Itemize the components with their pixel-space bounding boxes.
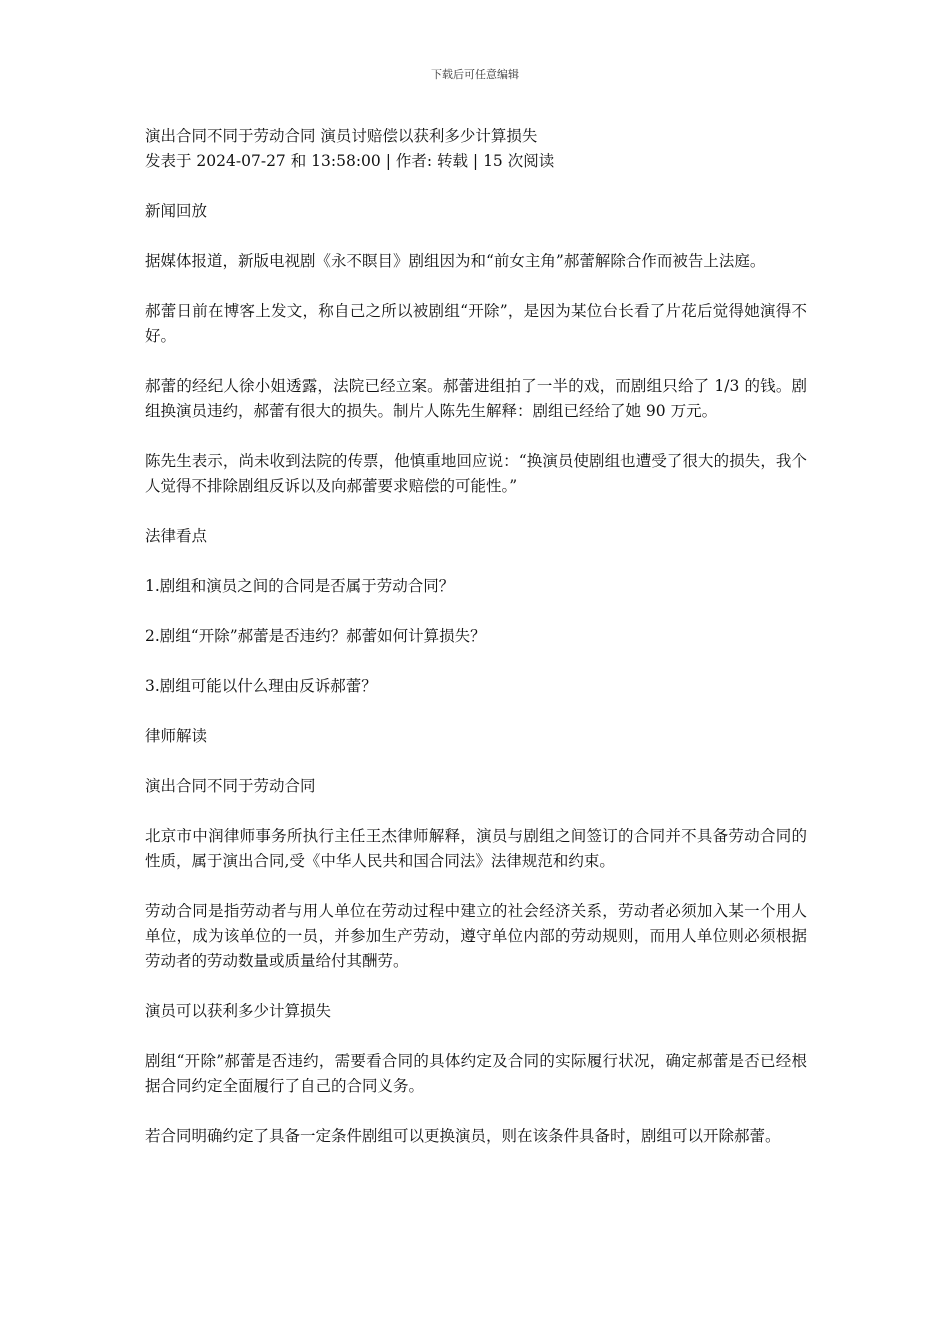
question-item: 1.剧组和演员之间的合同是否属于劳动合同？: [145, 577, 455, 595]
subheading-contract: 演出合同不同于劳动合同: [145, 777, 316, 795]
header-note: 下载后可任意编辑: [431, 68, 519, 81]
paragraph: 郝蕾日前在博客上发文，称自己之所以被剧组“开除”，是因为某位台长看了片花后觉得她演得不好。: [145, 302, 807, 345]
article-title: 演出合同不同于劳动合同 演员讨赔偿以获利多少计算损失: [145, 127, 538, 145]
paragraph: 郝蕾的经纪人徐小姐透露，法院已经立案。郝蕾进组拍了一半的戏，而剧组只给了 1/3 的钱。剧组换演员违约，郝蕾有很大的损失。制片人陈先生解释：剧组已经给了她 90 万元。: [145, 377, 807, 420]
article-body: [145, 124, 807, 1174]
section-heading-lawyer: 律师解读: [145, 727, 208, 745]
section-heading-legal-points: 法律看点: [145, 527, 208, 545]
paragraph: 劳动合同是指劳动者与用人单位在劳动过程中建立的社会经济关系，劳动者必须加入某一个用人单位，成为该单位的一员，并参加生产劳动，遵守单位内部的劳动规则，而用人单位则必须根据劳动者的劳动数量或质量给付其酬劳。: [145, 902, 807, 970]
subheading-loss: 演员可以获利多少计算损失: [145, 1002, 332, 1020]
paragraph: 北京市中润律师事务所执行主任王杰律师解释，演员与剧组之间签订的合同并不具备劳动合同的性质，属于演出合同,受《中华人民共和国合同法》法律规范和约束。: [145, 827, 807, 870]
article-meta: 发表于 2024-07-27 和 13:58:00 | 作者: 转载 | 15 次阅读: [145, 152, 555, 170]
paragraph: 剧组“开除”郝蕾是否违约，需要看合同的具体约定及合同的实际履行状况，确定郝蕾是否已经根据合同约定全面履行了自己的合同义务。: [145, 1052, 807, 1095]
question-item: 2.剧组“开除”郝蕾是否违约？郝蕾如何计算损失？: [145, 627, 486, 645]
question-item: 3.剧组可能以什么理由反诉郝蕾？: [145, 677, 377, 695]
paragraph: 若合同明确约定了具备一定条件剧组可以更换演员，则在该条件具备时，剧组可以开除郝蕾。: [145, 1127, 781, 1145]
paragraph: 据媒体报道，新版电视剧《永不瞑目》剧组因为和“前女主角”郝蕾解除合作而被告上法庭。: [145, 252, 766, 270]
paragraph: 陈先生表示，尚未收到法院的传票，他慎重地回应说：“换演员使剧组也遭受了很大的损失，我个人觉得不排除剧组反诉以及向郝蕾要求赔偿的可能性。”: [145, 452, 807, 495]
section-heading-news: 新闻回放: [145, 202, 208, 220]
